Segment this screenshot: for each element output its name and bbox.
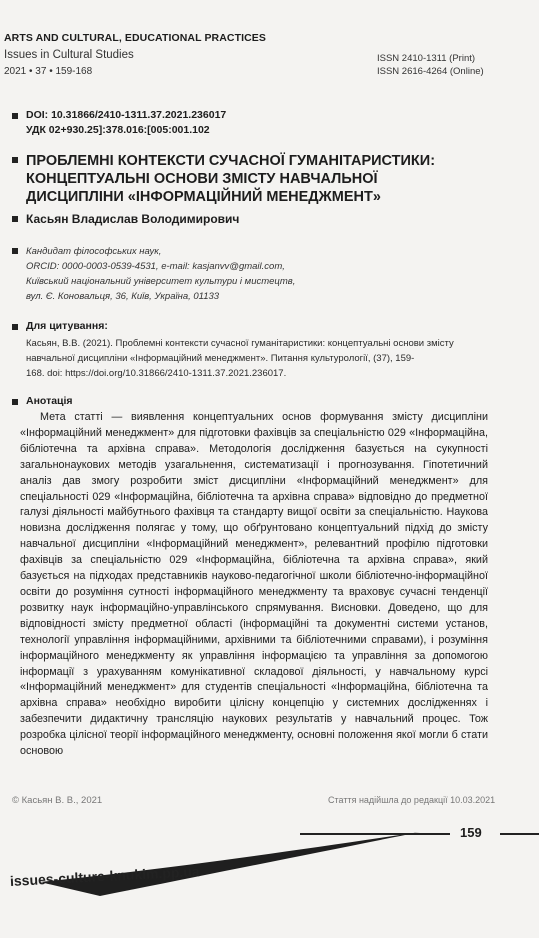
title-line: ПРОБЛЕМНІ КОНТЕКСТИ СУЧАСНОЇ ГУМАНІТАРИСТИКИ: <box>26 153 436 169</box>
affiliation-university: Київський національний університет культури і мистецтв, <box>26 276 296 287</box>
author-name: Касьян Владислав Володимирович <box>26 212 240 226</box>
copyright: © Касьян В. В., 2021 <box>12 795 103 806</box>
bullet-square-icon <box>12 248 18 254</box>
citation-line: навчальної дисципліни «Інформаційний менеджмент». Питання культурології, (37), 159- <box>26 353 415 364</box>
received-date: Стаття надійшла до редакції 10.03.2021 <box>328 795 496 805</box>
annotation-text: Мета статті — виявлення концептуальних основ формування змісту дисципліни «Інформаційний менеджмент» для підготовки фахівців за спеціальністю 029 «Інформаційна, бібліотечна та архівна справа». Методологія дослідження базується на сукупності загальнонаукових методів узагальнення, систематизації і прогнозування. Гіпотетичний аналіз дав змогу розробити зміст дисципліни «Інформаційний менеджмент» для спеціальності 029 «Інформаційна, бібліотечна та архівна справа» відповідно до предметної галузі діяльності майбутнього фахівця та стандарту вищої освіти за спеціальністю. Наукова новизна дослідження полягає у тому, що обґрунтовано концептуальний підхід до змісту навчальної дисципліни «Інформаційний менеджмент», релевантний профілю підготовки фахівців за спеціальністю 029 «Інформаційна, бібліотечна та архівна справа», який базується на підходах представників науково-педагогічної школи бібліотечно-інформаційної освіти до розуміння сутності інформаційного менеджменту та враховує сучасні тенденції розвитку наук інформаційно-управлінського спрямування. Висновки. Доведено, що для відповідності змісту предметної області (інформаційні та документні системи установ, технології управління інформаційними, архівними та бібліотечними справами), і розуміння інформаційного менеджменту як управління інформацією та управління за допомогою інформації з урахуванням комунікативної складової діяльності, у навчальному курсі «Інформаційний менеджмент» для студентів спеціальності «Інформаційна, бібліотечна та архівна справа» необхідно виробити цілісну концепцію у системних дослідженнях і забезпечити дидактичну трансляцію наукових результатів у навчальний процес. Тож розробка цілісної теорії інформаційного менеджменту, основні положення якої могли б стати основою <box>20 411 488 758</box>
citation-line: Касьян, В.В. (2021). Проблемні контексти сучасної гуманітаристики: концептуальні основи змісту <box>26 338 454 349</box>
bullet-square-icon <box>12 324 18 330</box>
site-url[interactable]: issues-culture-knukim.pp.ua <box>9 863 200 889</box>
annotation-heading: Анотація <box>26 395 73 407</box>
udc-line: УДК 02+930.25]:378.016:[005:001.102 <box>26 124 210 136</box>
doi-line: DOI: 10.31866/2410-1311.37.2021.236017 <box>26 109 227 121</box>
citation-line: 168. doi: https://doi.org/10.31866/2410-1311.37.2021.236017. <box>26 368 287 379</box>
bullet-square-icon <box>12 216 18 222</box>
affiliation-address: вул. Є. Коновальця, 36, Київ, Україна, 01133 <box>26 291 220 302</box>
bullet-square-icon <box>12 113 18 119</box>
section-heading: ARTS AND CULTURAL, EDUCATIONAL PRACTICES <box>4 32 267 44</box>
issn-online: ISSN 2616-4264 (Online) <box>377 66 484 77</box>
citation-heading: Для цитування: <box>26 320 108 332</box>
article-title <box>26 152 506 206</box>
decorative-swoosh <box>0 810 539 920</box>
affiliation-orcid: ORCID: 0000-0003-0539-4531, e-mail: kasjanvv@gmail.com, <box>26 261 285 272</box>
page-number: 159 <box>460 825 482 840</box>
journal-name: Issues in Cultural Studies <box>4 49 134 61</box>
issn-print: ISSN 2410-1311 (Print) <box>377 53 476 64</box>
title-line: ДИСЦИПЛІНИ «ІНФОРМАЦІЙНИЙ МЕНЕДЖМЕНТ» <box>26 189 381 205</box>
volume-info: 2021 • 37 • 159-168 <box>4 66 93 77</box>
bullet-square-icon <box>12 399 18 405</box>
bullet-square-icon <box>12 157 18 163</box>
title-line: КОНЦЕПТУАЛЬНІ ОСНОВИ ЗМІСТУ НАВЧАЛЬНОЇ <box>26 171 378 187</box>
affiliation-degree: Кандидат філософських наук, <box>26 246 162 257</box>
